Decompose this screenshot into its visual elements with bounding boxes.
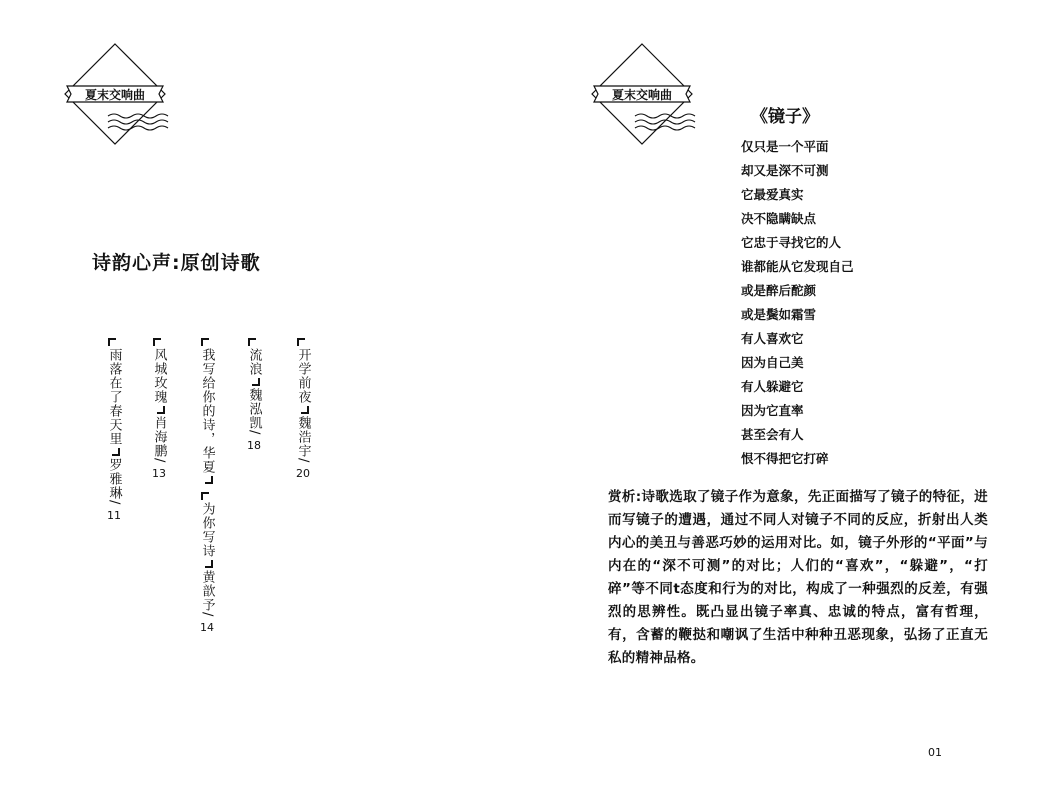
toc-title: 开学前夜	[295, 348, 311, 404]
poem-commentary: 赏析:诗歌选取了镜子作为意象，先正面描写了镜子的特征，进而写镜子的遭遇，通过不同人对镜子不同的反应，折射出人类内心的美丑与善恶巧妙的运用对比。如，镜子外形的“平面”与内在的“深不可测”的对比；人们的“喜欢”，“躲避”，“打碎”等不同t态度和行为的对比，构成了一种强烈的反差，有强烈的思辨性。既凸显出镜子率真、忠诚的特点，富有哲理，有，含蓄的鞭挞和嘲讽了生活中种种丑恶现象，弘扬了正直无私的精神品格。	[608, 489, 988, 666]
wave-lines-icon	[635, 114, 695, 130]
open-bracket	[199, 338, 215, 348]
poem-line: 甚至会有人	[741, 427, 804, 442]
toc-entry[interactable]	[149, 338, 169, 482]
poem-line: 恨不得把它打碎	[741, 451, 829, 466]
poem-line: 谁都能从它发现自己	[741, 259, 854, 274]
poem-line: 却又是深不可测	[741, 163, 829, 178]
close-bracket	[151, 404, 167, 416]
poem-line: 仅只是一个平面	[741, 139, 829, 154]
open-bracket	[106, 338, 122, 348]
toc-page: 13	[152, 467, 166, 481]
toc-title: 我写给你的诗，华夏	[199, 348, 215, 474]
close-bracket	[295, 404, 311, 416]
toc-title: 雨落在了春天里	[106, 348, 122, 446]
open-bracket	[246, 338, 262, 348]
close-bracket	[199, 558, 215, 570]
poem-line: 有人喜欢它	[741, 331, 804, 346]
toc-page: 11	[107, 509, 121, 523]
close-bracket	[246, 376, 262, 388]
toc-separator: /	[199, 612, 215, 618]
toc-title: 流浪	[246, 348, 262, 376]
right-page	[529, 0, 1058, 793]
poem-line: 它忠于寻找它的人	[741, 235, 842, 250]
toc-author: 罗雅琳	[106, 458, 122, 500]
wave-lines-icon	[108, 114, 168, 130]
poem-line: 或是鬓如霜雪	[741, 307, 817, 322]
poem-line: 它最爱真实	[741, 187, 804, 202]
open-bracket	[295, 338, 311, 348]
toc-separator: /	[246, 430, 262, 436]
page-number: 01	[928, 746, 942, 759]
toc-second-title: 为你写诗	[199, 502, 215, 558]
toc-entry[interactable]	[197, 338, 217, 636]
poem-line: 决不隐瞒缺点	[741, 211, 817, 226]
toc-page: 20	[296, 467, 310, 481]
toc-author: 肖海鹏	[151, 416, 167, 458]
open-bracket	[151, 338, 167, 348]
toc-entry[interactable]	[244, 338, 264, 454]
open-bracket	[199, 492, 215, 502]
toc-author: 魏浩宇	[295, 416, 311, 458]
toc-entry[interactable]	[293, 338, 313, 482]
close-bracket	[106, 446, 122, 458]
section-title: 诗韵心声:原创诗歌	[92, 252, 261, 274]
diamond-emblem-icon	[587, 42, 697, 147]
poem-line: 因为它直率	[741, 403, 804, 418]
toc-author: 魏泓凯	[246, 388, 262, 430]
toc-separator: /	[151, 458, 167, 464]
poem-line: 或是醉后酡颜	[741, 283, 817, 298]
series-label: 夏末交响曲	[84, 88, 145, 102]
toc-separator: /	[295, 458, 311, 464]
poem-line: 因为自己美	[741, 355, 804, 370]
poem-line: 有人躲避它	[741, 379, 804, 394]
diamond-emblem-icon	[60, 42, 170, 147]
toc-page: 14	[200, 621, 214, 635]
close-bracket	[199, 474, 215, 486]
toc-title: 风城玫瑰	[151, 348, 167, 404]
series-label: 夏末交响曲	[611, 88, 672, 102]
toc-author: 黄歆予	[199, 570, 215, 612]
poem-body	[741, 138, 854, 474]
toc-page: 18	[247, 439, 261, 453]
toc-entry[interactable]	[104, 338, 124, 524]
poem-title: 《镜子》	[751, 107, 819, 127]
toc-separator: /	[106, 500, 122, 506]
